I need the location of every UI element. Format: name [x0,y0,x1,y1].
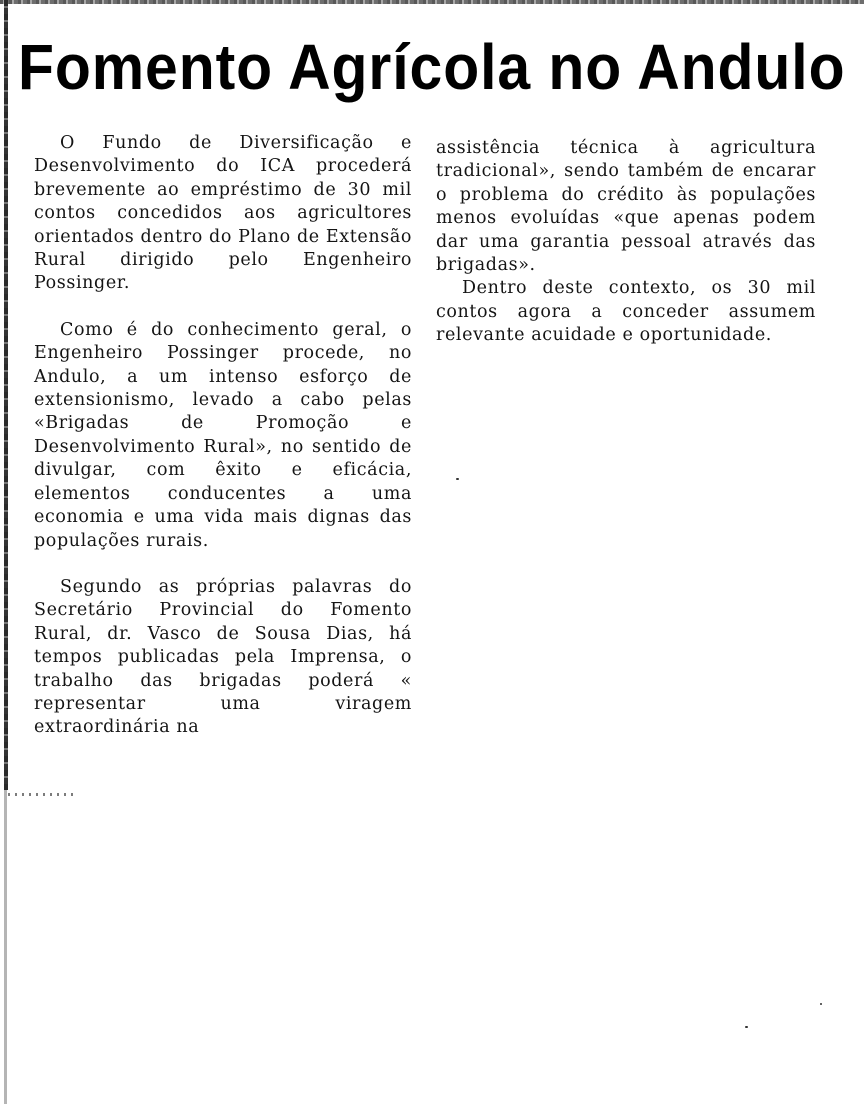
scan-speck [456,478,459,480]
scan-artifact-dots [8,793,78,796]
article-paragraph-continued: assistência técnica à agricultura tradicional», sendo também de encarar o problema do crédito às populações menos evoluídas «que apenas podem dar uma garantia pessoal através das brigadas». [436,138,816,276]
article-paragraph: O Fundo de Diversificação e Desenvolvimento do ICA procederá brevemente ao empréstimo de 30 mil contos concedidos aos agricultores orientados dentro do Plano de Extensão Rural dirigido pelo Engenheiro Possinger. [34,133,412,294]
scan-speck [745,1026,748,1028]
scan-edge-top [0,0,864,4]
article-headline: Fomento Agrícola no Andulo [18,31,846,103]
article-column-right [436,137,816,348]
scan-edge-left [4,0,8,790]
article-paragraph: Segundo as próprias palavras do Secretário Provincial do Fomento Rural, dr. Vasco de Sousa Dias, há tempos publicadas pela Imprensa, o trabalho das brigadas poderá « representar uma viragem extraordinária na [34,576,412,738]
article-paragraph: Como é do conhecimento geral, o Engenheiro Possinger procede, no Andulo, a um intenso esforço de extensionismo, levado a cabo pelas «Brigadas de Promoção e Desenvolvimento Rural», no sentido de divulgar, com êxito e eficácia, elementos conducentes a uma economia e uma vida mais dignas das populações rurais. [34,319,412,551]
article-paragraph: Dentro deste contexto, os 30 mil contos agora a conceder assumem relevante acuidade e oportunidade. [436,278,816,346]
scan-speck [820,1003,822,1005]
scan-edge-left-lower [4,790,7,1104]
article-column-left [34,132,412,740]
